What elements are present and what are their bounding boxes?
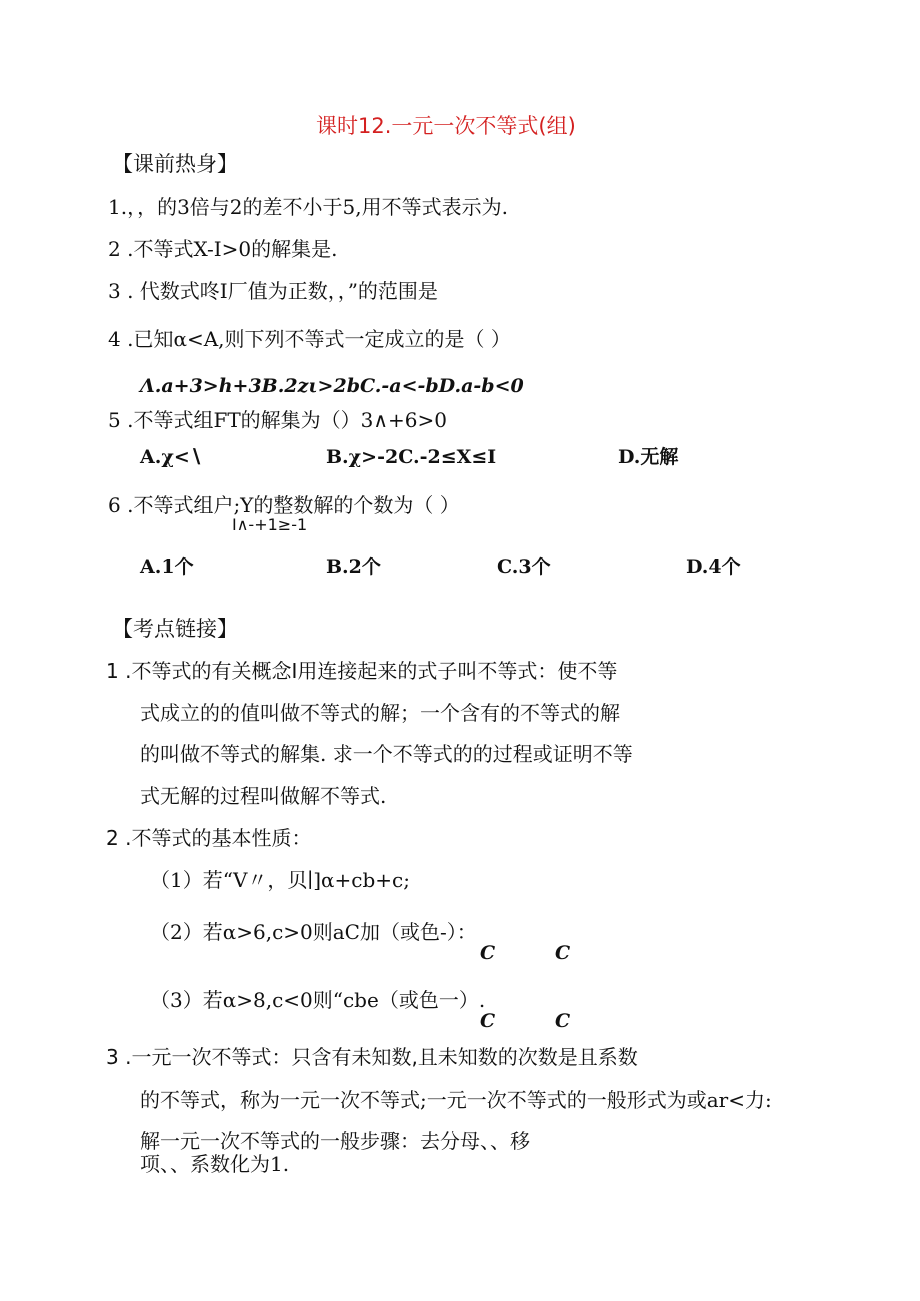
question-6-option-b: B.2个 bbox=[326, 556, 381, 578]
concept-2: 2 .不等式的基本性质： bbox=[106, 826, 312, 850]
property-3: （3）若α>8,c<0则“cbe（或色一）. bbox=[150, 988, 486, 1012]
question-5-option-d: D.无解 bbox=[618, 446, 679, 468]
question-5-option-bc: B.χ>-2C.-2≤X≤I bbox=[326, 446, 497, 468]
question-4: 4 .已知α<A,则下列不等式一定成立的是（ ） bbox=[108, 327, 511, 351]
concept-1-line-2: 式成立的的值叫做不等式的解；一个含有的不等式的解 bbox=[140, 701, 620, 725]
question-4-options: Λ.a+3>h+3B.2zι>2bC.-a<-bD.a-b<0 bbox=[140, 375, 524, 397]
question-3: 3 . 代数式咚I厂值为正数，，”的范围是 bbox=[108, 279, 438, 303]
property-3-denominator-1: C bbox=[480, 1010, 496, 1032]
question-6-subtext: I∧-+1≥-1 bbox=[232, 515, 308, 534]
concept-3-line-2: 的不等式，称为一元一次不等式;一元一次不等式的一般形式为或ar<力: bbox=[140, 1088, 772, 1112]
question-6-option-a: A.1个 bbox=[140, 556, 194, 578]
concept-1-line-1: 1 .不等式的有关概念I用连接起来的式子叫不等式：使不等 bbox=[106, 659, 618, 683]
concept-1-line-3: 的叫做不等式的解集. 求一个不等式的的过程或证明不等 bbox=[140, 742, 633, 766]
property-2: （2）若α>6,c>0则aC加（或色-）： bbox=[150, 920, 477, 944]
links-heading: 【考点链接】 bbox=[112, 617, 238, 641]
question-5-option-a: A.χ<∖ bbox=[140, 446, 202, 468]
question-6: 6 .不等式组户;Y的整数解的个数为（ ） bbox=[108, 493, 460, 517]
property-1: （1）若“V〃，贝∣]α+cb+c; bbox=[150, 868, 410, 892]
question-6-option-c: C.3个 bbox=[497, 556, 551, 578]
concept-1-line-4: 式无解的过程叫做解不等式. bbox=[140, 784, 387, 808]
property-2-denominator-2: C bbox=[555, 942, 571, 964]
warmup-heading: 【课前热身】 bbox=[112, 152, 238, 176]
question-5: 5 .不等式组FT的解集为（）3∧+6>0 bbox=[108, 408, 447, 432]
concept-3-line-1: 3 .一元一次不等式：只含有未知数,且未知数的次数是且系数 bbox=[106, 1045, 638, 1069]
property-2-denominator-1: C bbox=[480, 942, 496, 964]
question-1: 1.，，的3倍与2的差不小于5,用不等式表示为. bbox=[108, 195, 508, 219]
question-2: 2 .不等式X-I>0的解集是. bbox=[108, 237, 338, 261]
concept-3-line-4: 项、、系数化为1. bbox=[140, 1152, 290, 1176]
question-6-option-d: D.4个 bbox=[686, 556, 741, 578]
page-title: 课时12.一元一次不等式(组) bbox=[316, 114, 576, 138]
property-3-denominator-2: C bbox=[555, 1010, 571, 1032]
concept-3-line-3: 解一元一次不等式的一般步骤：去分母、、移 bbox=[140, 1129, 530, 1153]
